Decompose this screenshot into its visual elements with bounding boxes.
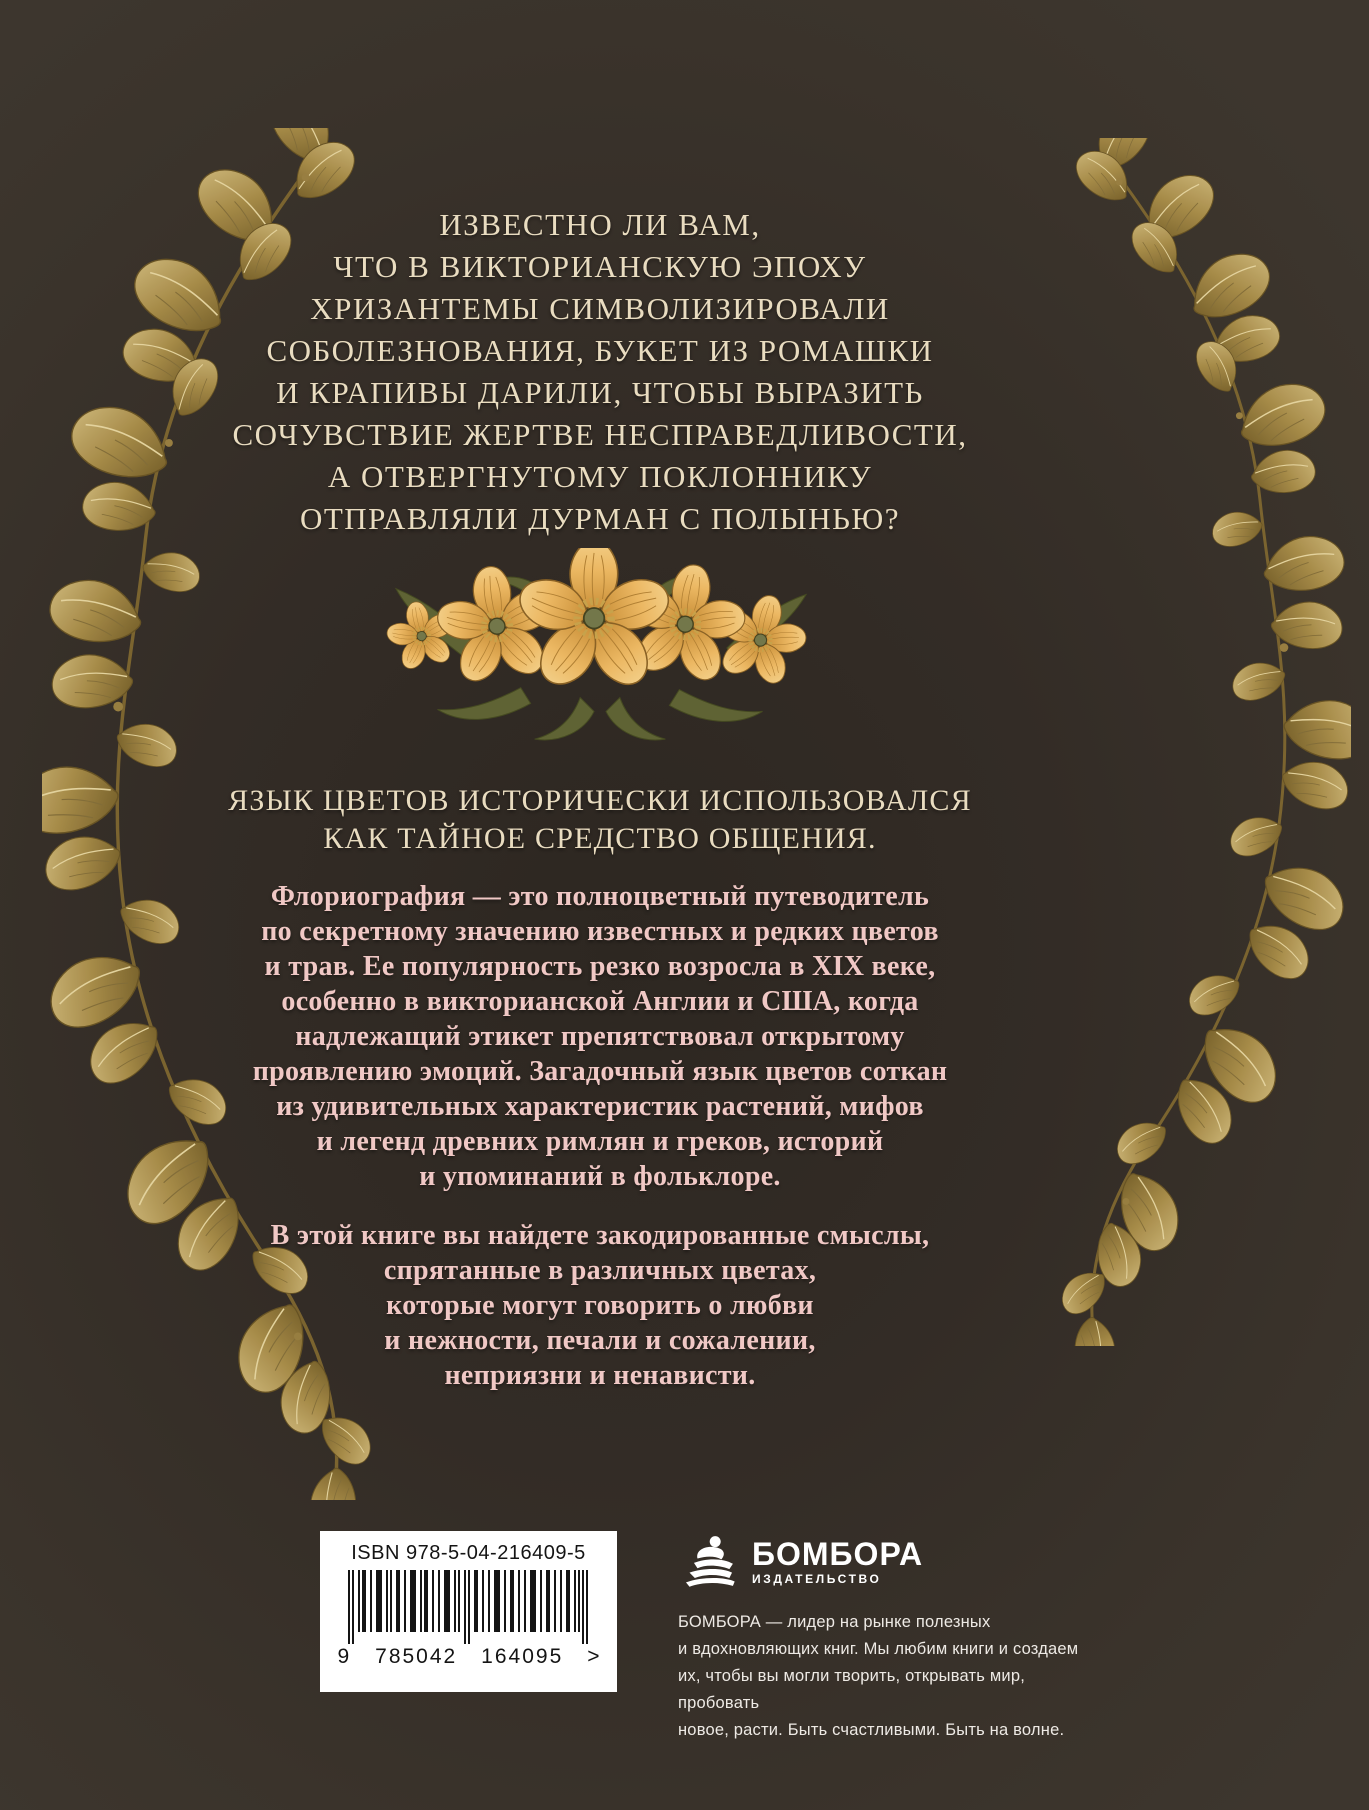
- subtitle-line: ЯЗЫК ЦВЕТОВ ИСТОРИЧЕСКИ ИСПОЛЬЗОВАЛСЯ: [228, 784, 972, 817]
- publisher-description-line: БОМБОРА — лидер на рынке полезных: [678, 1613, 991, 1631]
- intro-question-line: ОТПРАВЛЯЛИ ДУРМАН С ПОЛЫНЬЮ?: [299, 501, 901, 536]
- ean-quiet-zone-mark: >: [587, 1645, 600, 1668]
- ean13-barcode: [343, 1570, 595, 1644]
- intro-question-line: И КРАПИВЫ ДАРИЛИ, ЧТОБЫ ВЫРАЗИТЬ: [276, 375, 924, 410]
- publisher-logo: [678, 1532, 1108, 1592]
- annotation-line: и трав. Ее популярность резко возросла в XIX веке,: [264, 951, 936, 982]
- annotation-paragraph-1: [150, 879, 1050, 1194]
- ean-digit-group: 785042: [375, 1645, 458, 1668]
- publisher-name: БОМБОРА: [752, 1536, 924, 1572]
- intro-question-line: ЧТО В ВИКТОРИАНСКУЮ ЭПОХУ: [333, 249, 867, 284]
- publisher-description-line: и вдохновляющих книг. Мы любим книги и создаем: [678, 1640, 1079, 1658]
- annotation-line: и упоминаний в фольклоре.: [419, 1161, 781, 1192]
- ean13-digits: [338, 1645, 600, 1669]
- right-golden-branch-illustration: [1059, 138, 1351, 1346]
- ean-digit-group: 164095: [481, 1645, 564, 1668]
- intro-question-line: ИЗВЕСТНО ЛИ ВАМ,: [439, 207, 761, 242]
- intro-question-line: СОЧУВСТВИЕ ЖЕРТВЕ НЕСПРАВЕДЛИВОСТИ,: [232, 417, 968, 452]
- publisher-block: [678, 1532, 1108, 1744]
- isbn-barcode-block: [320, 1531, 617, 1692]
- isbn-number: ISBN 978-5-04-216409-5: [351, 1542, 586, 1564]
- publisher-logotype: [752, 1532, 923, 1586]
- annotation-line: Флориография — это полноцветный путеводитель: [270, 881, 930, 912]
- intro-question-line: ХРИЗАНТЕМЫ СИМВОЛИЗИРОВАЛИ: [310, 291, 890, 326]
- subtitle-line: КАК ТАЙНОЕ СРЕДСТВО ОБЩЕНИЯ.: [323, 822, 877, 855]
- intro-question: [150, 204, 1050, 540]
- intro-question-line: СОБОЛЕЗНОВАНИЯ, БУКЕТ ИЗ РОМАШКИ: [266, 333, 934, 368]
- annotation-line: спрятанные в различных цветах,: [383, 1255, 817, 1286]
- annotation-line: из удивительных характеристик растений, мифов: [276, 1091, 924, 1122]
- publisher-description: [678, 1609, 1108, 1744]
- annotation-line: по секретному значению известных и редких цветов: [261, 916, 939, 947]
- intro-question-line: А ОТВЕРГНУТОМУ ПОКЛОННИКУ: [327, 459, 873, 494]
- publisher-type-label: ИЗДАТЕЛЬСТВО: [752, 1572, 882, 1586]
- annotation-line: особенно в викторианской Англии и США, когда: [281, 986, 919, 1017]
- publisher-description-line: их, чтобы вы могли творить, открывать мир, пробовать: [678, 1667, 1025, 1712]
- annotation-line: которые могут говорить о любви: [386, 1290, 814, 1321]
- flower-garland-illustration: [382, 548, 818, 748]
- annotation-line: неприязни и ненависти.: [444, 1360, 756, 1391]
- annotation-line: проявлению эмоций. Загадочный язык цветов соткан: [252, 1056, 948, 1087]
- annotation-line: и нежности, печали и сожалении,: [384, 1325, 816, 1356]
- flower-language-subtitle: [150, 782, 1050, 858]
- annotation-line: и легенд древних римлян и греков, историй: [316, 1126, 884, 1157]
- ean-digit-group: 9: [337, 1645, 352, 1668]
- annotation-paragraph-2: [150, 1218, 1050, 1393]
- annotation-line: надлежащий этикет препятствовал открытому: [295, 1021, 905, 1052]
- annotation-line: В этой книге вы найдете закодированные смыслы,: [270, 1220, 930, 1251]
- bombora-surfer-logo-icon: [678, 1532, 740, 1592]
- publisher-description-line: новое, расти. Быть счастливыми. Быть на волне.: [678, 1721, 1065, 1739]
